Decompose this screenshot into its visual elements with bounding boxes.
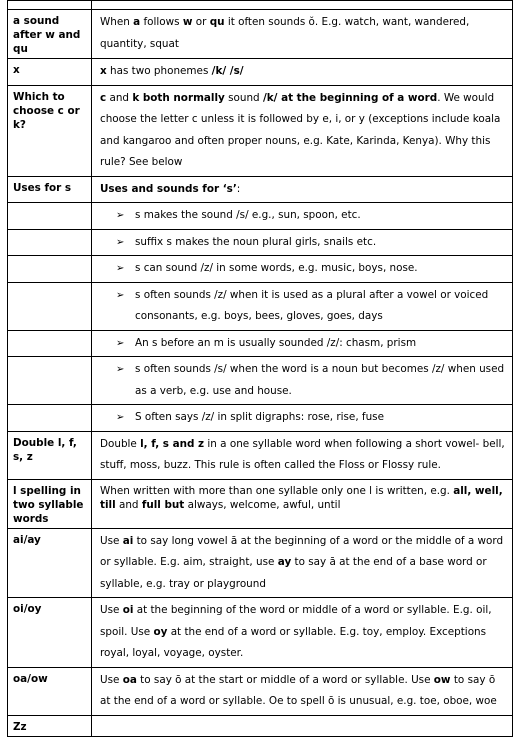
bullet-text: s can sound /z/ in some words, e.g. music, boys, nose.	[135, 262, 418, 274]
rule-label	[8, 330, 92, 357]
arrow-bullet-icon: ➢	[116, 364, 125, 375]
bullet-text: An s before an m is usually sounded /z/: chasm, prism	[135, 336, 417, 349]
rule-label	[8, 229, 92, 256]
rule-label: a sound after w and qu	[8, 10, 92, 59]
rule-text	[92, 256, 513, 283]
table-row	[8, 176, 513, 203]
table-row	[8, 203, 513, 230]
bullet-item	[100, 258, 507, 280]
rule-text	[92, 203, 513, 230]
bullet-item	[100, 407, 507, 429]
table-row	[8, 431, 513, 479]
bullet-text: s often sounds /z/ when it is used as a plural after a vowel or voiced consonants, e.g. boys, bees, gloves, goes, days	[135, 288, 489, 322]
rule-label: oa/ow	[8, 667, 92, 715]
table-row	[8, 479, 513, 528]
arrow-bullet-icon: ➢	[116, 337, 125, 349]
rule-label: Which to choose c or k?	[8, 85, 92, 176]
bullet-text: s makes the sound /s/ e.g., sun, spoon, etc.	[135, 209, 361, 221]
table-row	[8, 85, 513, 176]
rule-text	[92, 330, 513, 357]
table-row	[8, 405, 513, 432]
arrow-bullet-icon: ➢	[116, 210, 125, 221]
rule-text	[92, 357, 513, 405]
arrow-bullet-icon: ➢	[116, 412, 125, 423]
rule-label: Uses for s	[8, 176, 92, 203]
rule-text	[92, 405, 513, 432]
table-row	[8, 330, 513, 357]
rule-text: Use ai to say long vowel ā at the beginning of a word or the middle of a word or syllable. E.g. aim, straight, use ay to say ā at the end of a base word or syllable, e.g. tray or playground	[92, 528, 513, 598]
rule-label	[8, 282, 92, 330]
document-page	[7, 0, 513, 737]
rule-label	[8, 357, 92, 405]
bullet-item	[100, 205, 507, 227]
rule-text: x has two phonemes /k/ /s/	[92, 59, 513, 86]
bullet-text: S often says /z/ in split digraphs: rose, rise, fuse	[135, 411, 384, 423]
table-row	[8, 59, 513, 86]
rule-text	[92, 229, 513, 256]
rule-text: When written with more than one syllable only one l is written, e.g. all, well, till and full but always, welcome, awful, until	[92, 479, 513, 528]
bullet-text: s often sounds /s/ when the word is a noun but becomes /z/ when used as a verb, e.g. use and house.	[135, 363, 505, 397]
rule-text: Double l, f, s and z in a one syllable word when following a short vowel- bell, stuff, moss, buzz. This rule is often called the Floss or Flossy rule.	[92, 431, 513, 479]
table-row	[8, 357, 513, 405]
rule-text: Uses and sounds for ‘s’:	[92, 176, 513, 203]
rule-label: x	[8, 59, 92, 86]
rule-label	[8, 405, 92, 432]
rule-label	[8, 256, 92, 283]
rule-text: c and k both normally sound /k/ at the beginning of a word. We would choose the letter c unless it is followed by e, i, or y (exceptions include koala and kangaroo and often proper nouns, e.g. Kate, Karinda, Kenya). Why this rule? See below	[92, 85, 513, 176]
table-row	[8, 598, 513, 668]
table-row	[8, 229, 513, 256]
bullet-item	[100, 285, 507, 328]
rule-label: ai/ay	[8, 528, 92, 598]
phonics-rules-table	[7, 0, 513, 737]
rule-text	[92, 715, 513, 736]
bullet-text: suffix s makes the noun plural girls, snails etc.	[135, 235, 377, 248]
table-row	[8, 667, 513, 715]
table-row	[8, 715, 513, 736]
rule-text: Use oi at the beginning of the word or middle of a word or syllable. E.g. oil, spoil. Use oy at the end of a word or syllable. E.g. toy, employ. Exceptions royal, loyal, voyage, oyster.	[92, 598, 513, 668]
rule-text: When a follows w or qu it often sounds ŏ. E.g. watch, want, wandered, quantity, squat	[92, 10, 513, 59]
rule-text	[92, 282, 513, 330]
arrow-bullet-icon: ➢	[116, 236, 125, 248]
table-row	[8, 256, 513, 283]
table-row	[8, 282, 513, 330]
rule-label	[8, 203, 92, 230]
table-row	[8, 10, 513, 59]
arrow-bullet-icon: ➢	[116, 263, 125, 274]
rule-text: Use oa to say ō at the start or middle of a word or syllable. Use ow to say ō at the end of a word or syllable. Oe to spell ō is unusual, e.g. toe, oboe, woe	[92, 667, 513, 715]
rule-label: Zz	[8, 715, 92, 736]
rule-label: oi/oy	[8, 598, 92, 668]
bullet-item	[100, 232, 507, 254]
rule-label: Double l, f, s, z	[8, 431, 92, 479]
arrow-bullet-icon: ➢	[116, 289, 125, 301]
table-row	[8, 1, 513, 10]
rule-label: l spelling in two syllable words	[8, 479, 92, 528]
bullet-item	[100, 359, 507, 402]
table-row	[8, 528, 513, 598]
bullet-item	[100, 333, 507, 355]
